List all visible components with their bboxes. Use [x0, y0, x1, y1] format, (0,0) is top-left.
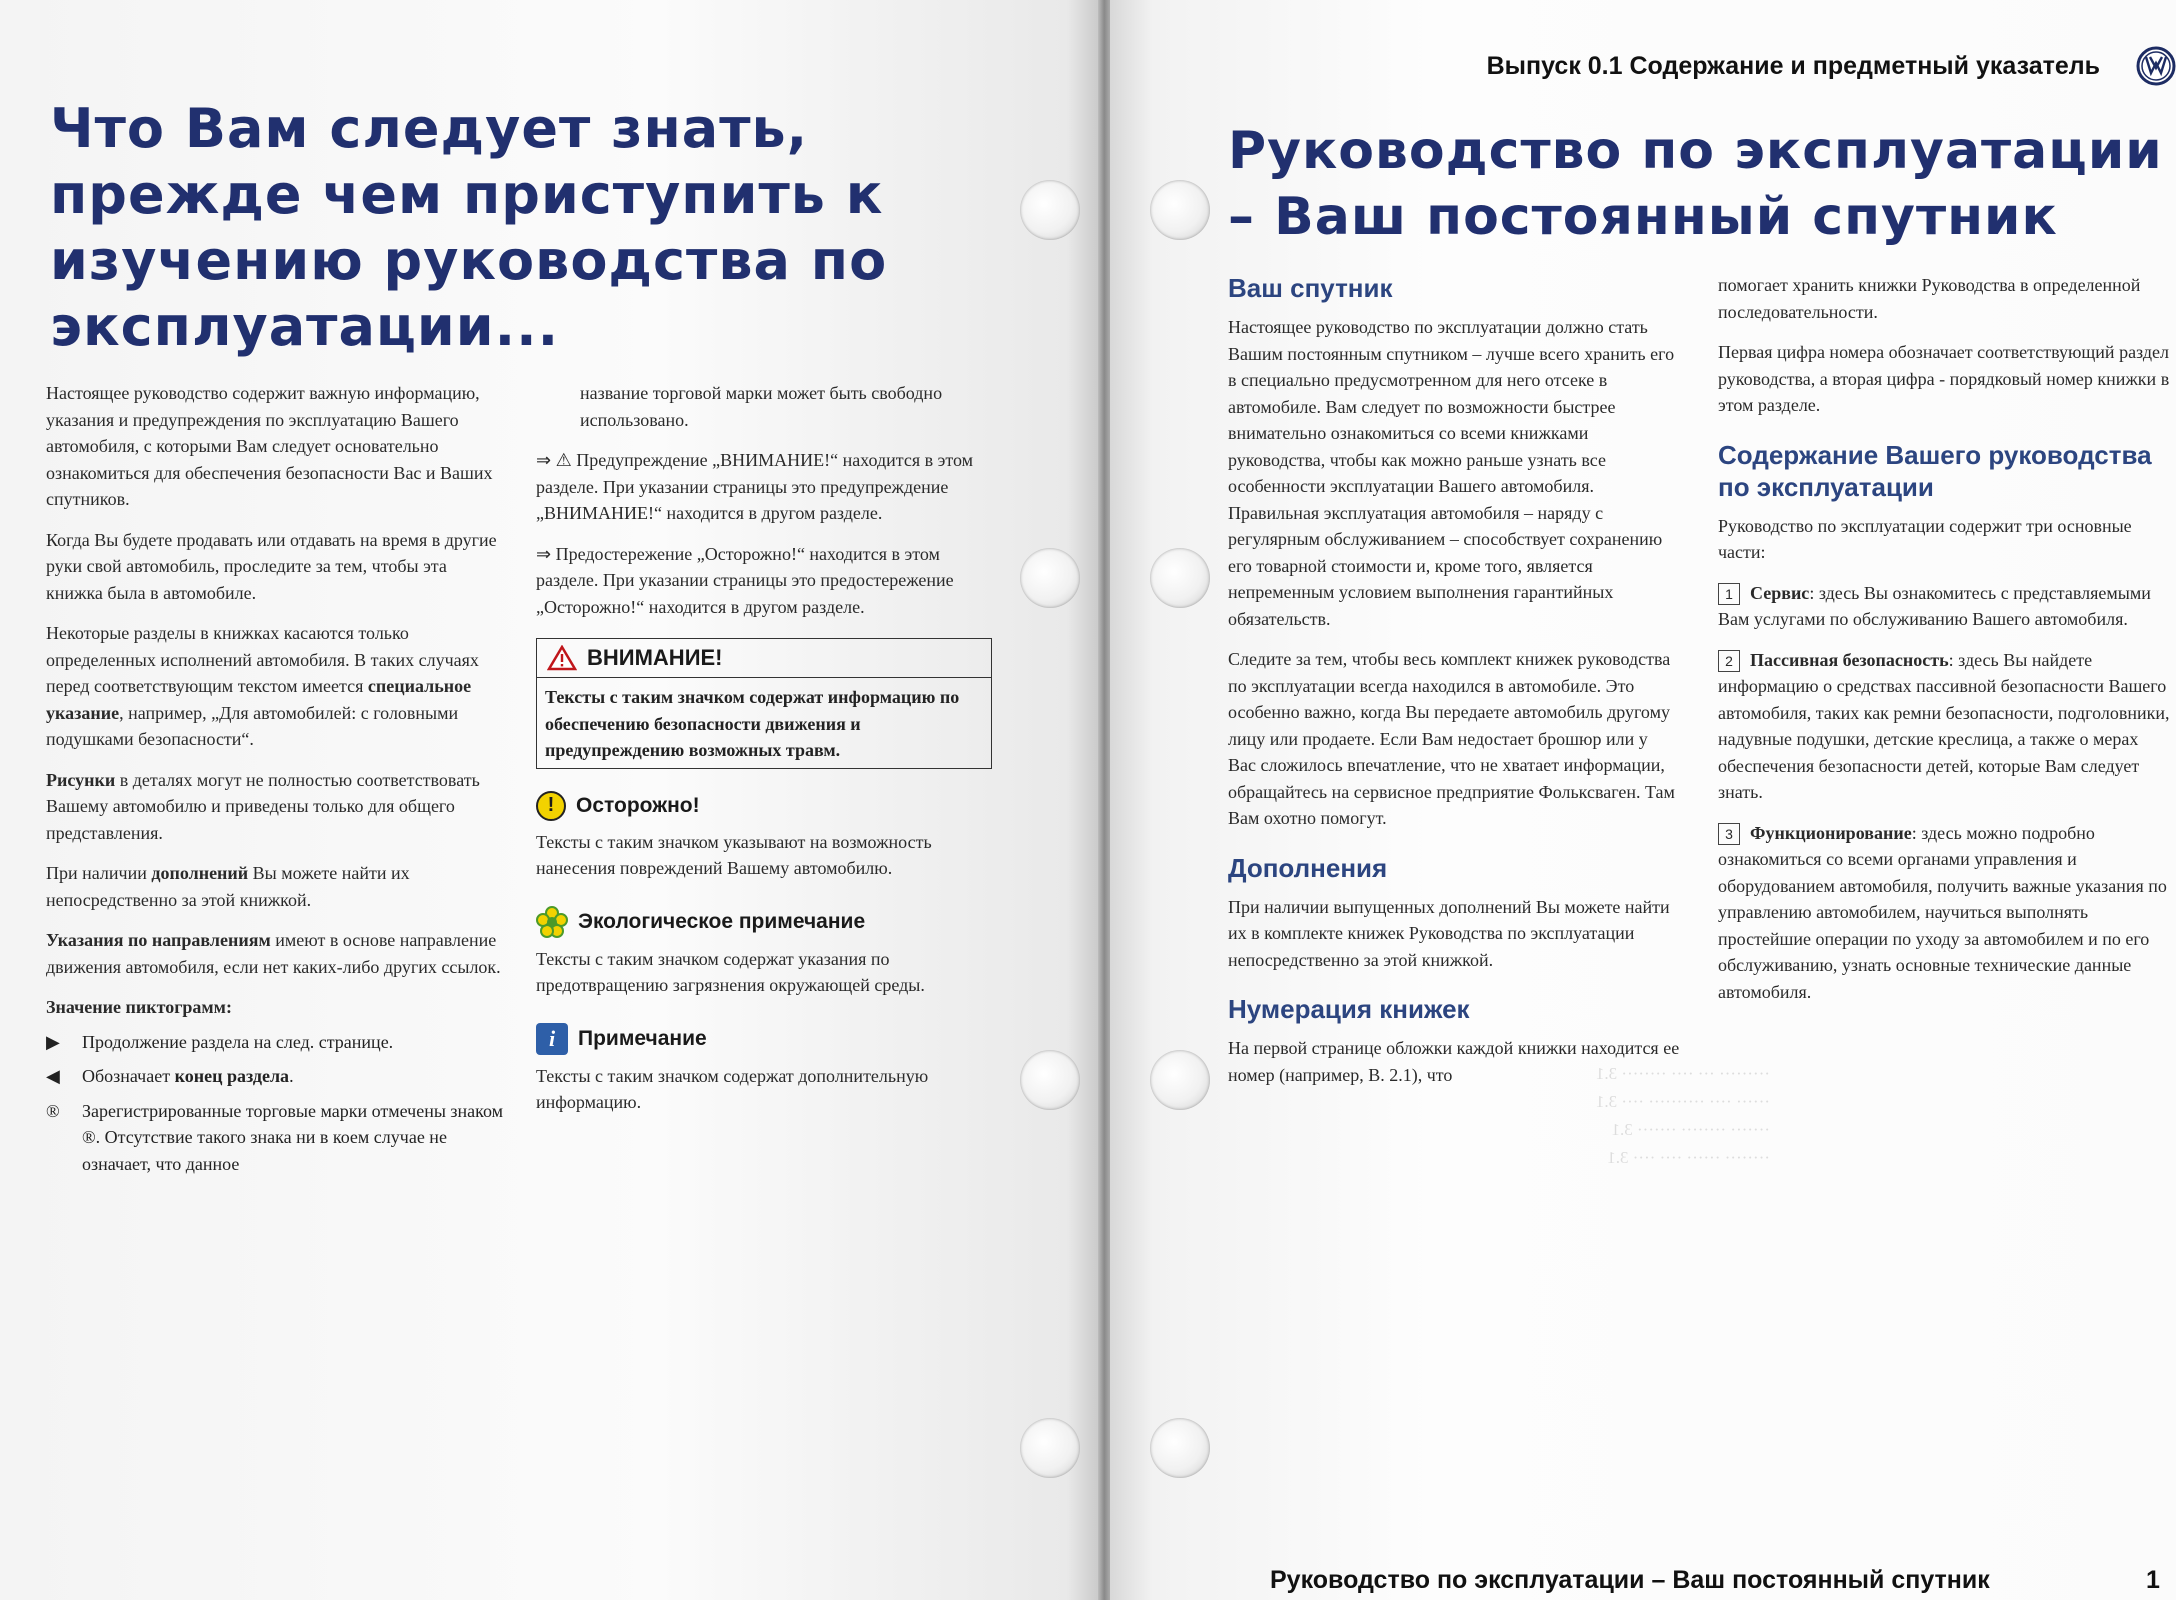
punch-hole — [1020, 1418, 1080, 1478]
caution-ref-paragraph: ⇒ Предостережение „Осторожно!“ находится в этом разделе. При указании страницы это предостережение „Осторожно!“ находится в другом разделе. — [536, 543, 954, 617]
left-column-2 — [536, 380, 992, 1130]
caution-body: Тексты с таким значком указывают на возможность нанесения повреждений Вашему автомобилю. — [536, 831, 932, 878]
title-line: Что Вам следует знать, — [50, 97, 809, 160]
punch-hole — [1020, 180, 1080, 240]
paragraph: При наличии дополнений Вы можете найти их непосредственно за этой книжкой. — [46, 863, 410, 910]
paragraph: Следите за тем, чтобы весь комплект книжек руководства по эксплуатации всегда находился в автомобиле. Это особенно важно, когда Вы передаете автомобиль другому лицу или продаете. Если Вам недостает брошюр или у Вас сложилось впечатление, что не хватает информации, обращайтесь на сервисное предприятие Фольксваген. Там Вам охотно помогут. — [1228, 649, 1675, 828]
number-box: 3 — [1718, 823, 1740, 845]
title-line: прежде чем приступить к — [50, 163, 884, 226]
part-item: 2 Пассивная безопасность: здесь Вы найдете информацию о средствах пассивной безопасности Вашего автомобиля, таких как ремни безопасности, подголовники, надувные подушки, детские креслица, а также о мерах обеспечения безопасности детей, которые Вам следует знать. — [1718, 649, 2170, 802]
title-line: изучению руководства по — [50, 229, 888, 292]
pictograms-heading: Значение пиктограмм: — [46, 997, 232, 1017]
punch-hole — [1020, 548, 1080, 608]
running-header: Выпуск 0.1 Содержание и предметный указатель — [1486, 52, 2100, 80]
left-page-title — [50, 96, 887, 360]
punch-hole — [1150, 180, 1210, 240]
pictogram-item: ® Зарегистрированные торговые марки отмечены знаком ®. Отсутствие такого знака ни в коем случае не означает, что данное — [46, 1098, 506, 1178]
paragraph: Настоящее руководство по эксплуатации должно стать Вашим постоянным спутником – лучше всего хранить его в специально предусмотренном для него отсеке в автомобиле. Вам следует по возможности быстрее внимательно ознакомиться со всеми книжками руководства, чтобы как можно раньше узнать все особенности эксплуатации Вашего автомобиля. Правильная эксплуатация автомобиля – наряду с регулярным обслуживанием – способствует сохранению его товарной стоимости и, кроме того, является непременным условием выполнения гарантийных обязательств. — [1228, 317, 1675, 629]
title-line: – Ваш постоянный спутник — [1228, 187, 2058, 247]
eco-header: Экологическое примечание — [536, 906, 992, 938]
bleed-through-text: ········· ··· ···· ········ 3.1 ······ ···· ·········· ···· 3.1 ······· ········ ······· 3.1 ········ ······ ···· ···· 3.1 — [1595, 1064, 1770, 1167]
pictogram-item: ▶ Продолжение раздела на след. странице. — [46, 1029, 506, 1056]
number-box: 2 — [1718, 650, 1740, 672]
part-item: 3 Функционирование: здесь можно подробно ознакомиться со всеми органами управления и оборудованием автомобиля, получить важные указания по управлению автомобилем, научиться выполнять простейшие операции по уходу за автомобилем и по его обслуживанию, узнать основные технические данные автомобиля. — [1718, 822, 2167, 1002]
warning-box-header — [537, 639, 991, 678]
paragraph: При наличии выпущенных дополнений Вы можете найти их в комплекте книжек Руководства по эксплуатации непосредственно за этой книжкой. — [1228, 896, 1670, 970]
paragraph: На первой странице обложки каждой книжки находится ее номер (например, В. 2.1), что — [1228, 1038, 1680, 1085]
section-heading: Дополнения — [1228, 852, 1388, 883]
right-column-2 — [1718, 272, 2172, 1019]
warning-ref-paragraph: ⇒ ⚠ Предупреждение „ВНИМАНИЕ!“ находится в этом разделе. При указании страницы это предупреждение „ВНИМАНИЕ!“ находится в другом разделе. — [536, 450, 974, 523]
section-heading: Нумерация книжек — [1228, 994, 1470, 1024]
arrow-right-icon: ▶ — [46, 1031, 60, 1052]
title-line: эксплуатации... — [50, 295, 560, 358]
paragraph: Первая цифра номера обозначает соответствующий раздел руководства, а вторая цифра - порядковый номер книжки в этом разделе. — [1718, 342, 2170, 415]
paragraph: Рисунки в деталях могут не полностью соответствовать Вашему автомобилю и приведены только для общего представления. — [46, 769, 480, 843]
punch-hole — [1150, 1050, 1210, 1110]
paragraph: помогает хранить книжки Руководства в определенной последовательности. — [1718, 275, 2141, 322]
eco-body: Тексты с таким значком содержат указания по предотвращению загрязнения окружающей среды. — [536, 948, 925, 995]
vw-logo-icon — [2136, 44, 2176, 88]
right-page-title — [1228, 118, 2163, 250]
info-note-icon: i — [536, 1023, 568, 1055]
warning-box — [536, 638, 992, 769]
punch-hole — [1020, 1050, 1080, 1110]
punch-hole — [1150, 548, 1210, 608]
paragraph: Указания по направлениям имеют в основе направление движения автомобиля, если нет каких-либо других ссылок. — [46, 930, 501, 977]
paragraph: Настоящее руководство содержит важную информацию, указания и предупреждения по эксплуатацию Вашего автомобиля, с которыми Вам следует основательно ознакомиться для обеспечения безопасности Вас и Ваших спутников. — [46, 383, 493, 509]
registered-mark-icon: ® — [46, 1100, 60, 1121]
section-heading: Ваш спутник — [1228, 273, 1393, 303]
paragraph: Руководство по эксплуатации содержит три основные части: — [1718, 515, 2132, 562]
arrow-left-icon: ◀ — [46, 1066, 60, 1086]
right-column-1 — [1228, 272, 1680, 1102]
caution-circle-icon: ! — [536, 791, 566, 821]
punch-hole — [1150, 1418, 1210, 1478]
note-header: i Примечание — [536, 1023, 992, 1055]
note-body: Тексты с таким значком содержат дополнительную информацию. — [536, 1065, 929, 1112]
paragraph: Когда Вы будете продавать или отдавать на время в другие руки свой автомобиль, проследите за тем, чтобы эта книжка была в автомобиле. — [46, 529, 497, 603]
left-column-1 — [46, 380, 506, 1185]
eco-flower-icon — [536, 906, 568, 938]
title-line: Руководство по эксплуатации — [1228, 121, 2163, 181]
warning-triangle-icon — [547, 645, 577, 671]
warning-body: Тексты с таким значком содержат информацию по обеспечению безопасности движения и предупреждению возможных травм. — [545, 687, 960, 760]
number-box: 1 — [1718, 583, 1740, 605]
part-item: 1 Сервис: здесь Вы ознакомитесь с представляемыми Вам услугами по обслуживанию Вашего автомобиля. — [1718, 582, 2151, 629]
warning-title: ВНИМАНИЕ! — [587, 645, 723, 670]
pictogram-item: ◀ Обозначает конец раздела. — [46, 1063, 506, 1090]
page-number: 1 — [2146, 1566, 2160, 1594]
section-heading: Содержание Вашего руководства по эксплуатации — [1718, 439, 2152, 502]
caution-header: ! Осторожно! — [536, 791, 992, 821]
paragraph: название торговой марки может быть свободно использовано. — [580, 383, 943, 430]
paragraph: Некоторые разделы в книжках касаются только определенных исполнений автомобиля. В таких случаях перед соответствующим текстом имеется специальное указание, например, „Для автомобилей: с головными подушками безопасности“. — [46, 623, 479, 749]
running-footer: Руководство по эксплуатации – Ваш постоянный спутник — [1270, 1566, 1990, 1594]
